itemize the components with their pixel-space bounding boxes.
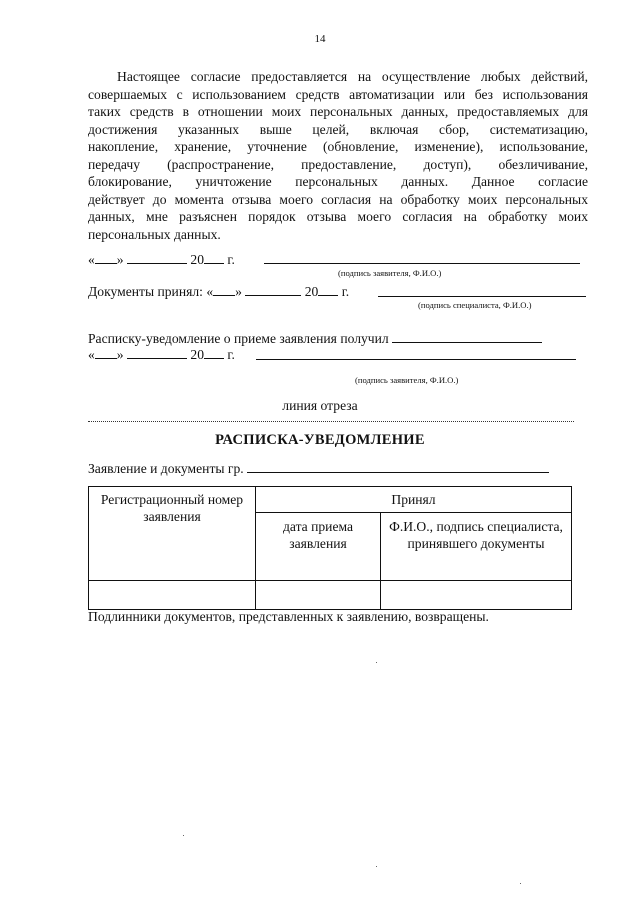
paragraph-line: блокирование, уничтожение персональных данных. Данное согласие: [88, 174, 588, 189]
scan-speck: [520, 883, 521, 884]
month-blank: [127, 251, 187, 264]
applicant-signature-line: [264, 263, 580, 264]
paragraph-line: достижения указанных выше целей, включая сбор, систематизацию,: [88, 121, 588, 137]
paragraph-line: действует до момента отзыва моего согласия на обработку моих персональных: [88, 191, 588, 207]
receipt-signature-line: [256, 359, 576, 360]
month-blank: [127, 346, 187, 359]
applicant-name-blank: [247, 460, 549, 473]
year-blank: [204, 251, 224, 264]
day-blank: [95, 251, 117, 264]
receipt-title: РАСПИСКА-УВЕДОМЛЕНИЕ: [215, 432, 425, 448]
scan-speck: [376, 662, 377, 663]
paragraph-line: передачу (распространение, предоставление, доступ), обезличивание,: [88, 156, 588, 172]
day-blank: [95, 346, 117, 359]
paragraph-line: Настоящее согласие предоставляется на осуществление любых действий,: [117, 69, 588, 84]
documents-accepted-line: Документы принял: « » 20 г.: [88, 284, 350, 299]
date-cell[interactable]: [256, 581, 381, 610]
receipt-table: [88, 486, 572, 610]
accepted-header: Принял: [256, 487, 572, 513]
specialist-header: Ф.И.О., подпись специалиста, принявшего документы: [381, 513, 572, 581]
day-blank: [213, 283, 235, 296]
paragraph-line: накопление, хранение, уточнение (обновление, изменение), использование,: [88, 139, 588, 154]
scan-speck: [183, 835, 184, 836]
cut-line: [88, 421, 574, 422]
paragraph-line: данных, мне разъяснен порядок отзыва моего согласия на обработку моих: [88, 209, 588, 224]
scan-speck: [376, 866, 377, 867]
page-number: 14: [314, 33, 326, 45]
registration-header: Регистрационный номер заявления: [89, 487, 256, 581]
paragraph-line: совершаемых с использованием средств автоматизации или без использования: [88, 86, 588, 102]
consent-paragraph: [88, 68, 588, 243]
receipt-received-line: Расписку-уведомление о приеме заявления получил: [88, 330, 542, 347]
year-blank: [318, 283, 338, 296]
year-blank: [204, 346, 224, 359]
originals-returned-text: Подлинники документов, представленных к заявлению, возвращены.: [88, 609, 489, 624]
statement-line: Заявление и документы гр.: [88, 460, 549, 477]
date-line-receipt: « » 20 г.: [88, 347, 235, 362]
date-line-applicant: « » 20 г.: [88, 252, 235, 267]
specialist-signature-line: [378, 296, 586, 297]
paragraph-line: таких средств в отношении моих персональных данных, предоставляемых для: [88, 104, 588, 119]
cut-line-label: линия отреза: [282, 398, 358, 413]
receiver-blank: [392, 330, 542, 343]
specialist-cell[interactable]: [381, 581, 572, 610]
applicant-signature-caption-2: (подпись заявителя, Ф.И.О.): [355, 375, 459, 385]
paragraph-line: персональных данных.: [88, 226, 221, 242]
registration-cell[interactable]: [89, 581, 256, 610]
month-blank: [245, 283, 301, 296]
date-header: дата приема заявления: [256, 513, 381, 581]
specialist-signature-caption: (подпись специалиста, Ф.И.О.): [418, 300, 532, 310]
applicant-signature-caption: (подпись заявителя, Ф.И.О.): [338, 268, 442, 278]
